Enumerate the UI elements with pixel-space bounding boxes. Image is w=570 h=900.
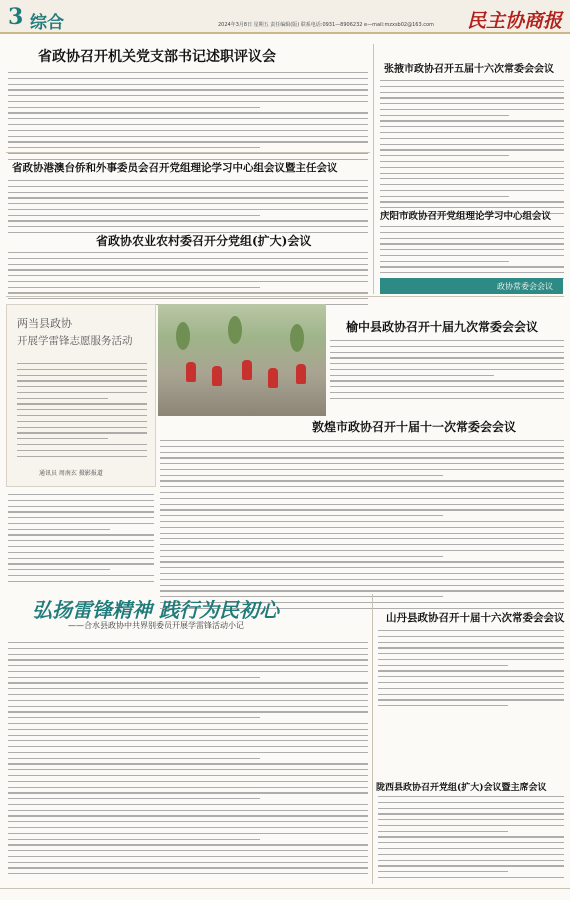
feature-title: 弘扬雷锋精神 践行为民初心 — [32, 598, 279, 622]
masthead — [0, 0, 570, 34]
section-banner — [380, 278, 563, 294]
article-headline: 张掖市政协召开五届十六次常委会会议 — [384, 64, 554, 75]
article-body — [8, 180, 368, 238]
feature-subtitle: ——合水县政协中共界别委员开展学雷锋活动小记 — [68, 621, 244, 630]
photo-story-body — [17, 363, 147, 461]
feature-title-box — [6, 594, 368, 634]
article-body — [330, 340, 564, 404]
article-headline: 山丹县政协召开十届十六次常委会会议 — [386, 612, 565, 624]
photo-caption: 通讯员 周南玄 摄影报道 — [39, 470, 103, 477]
article-body — [160, 440, 564, 613]
newspaper-logo: 民主协商报 — [466, 10, 562, 32]
photo-story-box — [6, 304, 156, 487]
article-body — [8, 252, 368, 310]
section-name: 综合 — [30, 13, 64, 33]
article-headline: 敦煌市政协召开十届十一次常委会会议 — [312, 420, 517, 434]
photo-story-subtitle: 开展学雷锋志愿服务活动 — [17, 335, 133, 347]
article-headline: 陇西县政协召开党组(扩大)会议暨主席会议 — [376, 783, 547, 793]
article-headline: 省政协港澳台侨和外事委员会召开党组理论学习中心组会议暨主任会议 — [12, 162, 338, 174]
article-body — [8, 72, 368, 165]
section-banner-label: 政协常委会会议 — [497, 282, 553, 291]
article-headline: 庆阳市政协召开党组理论学习中心组会议 — [380, 211, 552, 222]
section-number: 3 — [8, 4, 24, 30]
article-body — [380, 226, 564, 284]
article-body — [378, 796, 564, 883]
article-body — [8, 494, 154, 587]
article-headline: 榆中县政协召开十届九次常委会会议 — [346, 320, 539, 334]
article-headline: 省政协农业农村委召开分党组(扩大)会议 — [96, 234, 312, 248]
article-headline: 省政协召开机关党支部书记述职评议会 — [38, 49, 276, 65]
news-photo — [158, 304, 326, 416]
article-body — [380, 80, 564, 219]
article-body — [378, 630, 564, 711]
article-body — [8, 642, 368, 879]
issue-meta: 2024年3月8日 星期五 责任编辑(版) 联系电话:0931—8906232 e—mail:mzxsb02@163.com — [218, 22, 434, 28]
photo-story-title: 两当县政协 — [17, 317, 72, 330]
page-footer — [0, 888, 570, 900]
